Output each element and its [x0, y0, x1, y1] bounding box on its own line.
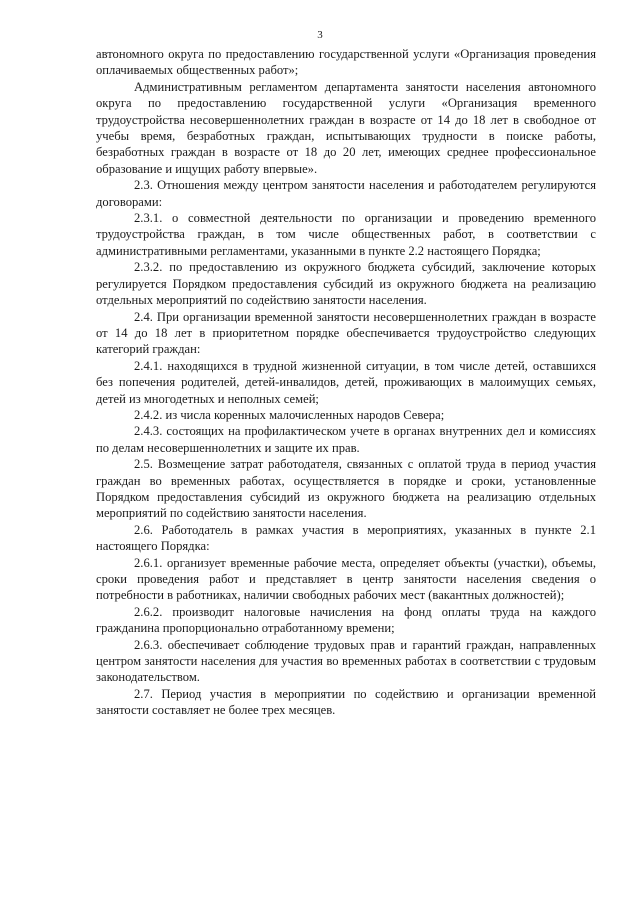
paragraph-continuation: автономного округа по предоставлению государственной услуги «Организация проведения оплачиваемых общественных работ»; — [96, 47, 596, 78]
paragraph-2-3-2: 2.3.2. по предоставлению из окружного бюджета субсидий, заключение которых регулируется Порядком предоставления субсидий из окружного бюджета на реализацию отдельных мероприятий по содействию занятости населения. — [96, 260, 596, 308]
paragraph-2-4: 2.4. При организации временной занятости несовершеннолетних граждан в возрасте от 14 до 18 лет в приоритетном порядке обеспечивается трудоустройство следующих категорий граждан: — [96, 309, 596, 357]
paragraph-2-7: 2.7. Период участия в мероприятии по содействию и организации временной занятости составляет не более трех месяцев. — [96, 686, 596, 718]
paragraph-2-4-3: 2.4.3. состоящих на профилактическом учете в органах внутренних дел и комиссиях по делам несовершеннолетних и защите их прав. — [96, 424, 596, 455]
paragraph-2-4-1: 2.4.1. находящихся в трудной жизненной ситуации, в том числе детей, оставшихся без попечения родителей, детей-инвалидов, детей, проживающих в малоимущих семьях, детей из многодетных и неполных семей; — [96, 358, 596, 406]
paragraph-2-4-2: 2.4.2. из числа коренных малочисленных народов Севера; — [134, 407, 445, 422]
paragraph-2-6-1: 2.6.1. организует временные рабочие места, определяет объекты (участки), объемы, сроки проведения работ и представляет в центр занятости населения сведения о потребности в работниках, наличии свободных рабочих мест (вакантных должностей); — [96, 555, 596, 603]
paragraph-2-3-1: 2.3.1. о совместной деятельности по организации и проведению временного трудоустройства граждан, в том числе общественных работ, в соответствии с административными регламентами, указанными в пункте 2.2 настоящего Порядка; — [96, 211, 596, 258]
page-number: 3 — [317, 29, 323, 41]
paragraph-2-3: 2.3. Отношения между центром занятости населения и работодателем регулируются договорами: — [96, 178, 596, 209]
paragraph-2-6-3: 2.6.3. обеспечивает соблюдение трудовых прав и гарантий граждан, направленных центром занятости населения для участия во временных работах в соответствии с трудовым законодательством. — [96, 637, 596, 685]
paragraph-2-6: 2.6. Работодатель в рамках участия в мероприятиях, указанных в пункте 2.1 настоящего Порядка: — [96, 522, 596, 554]
paragraph-regulation: Административным регламентом департамента занятости населения автономного округа по предоставлению государственной услуги «Организация временного трудоустройства несовершеннолетних граждан в возрасте от 14 до 18 лет в свободное от учебы время, безработных граждан, испытывающих трудности в поиске работы, безработных граждан в возрасте от 18 до 20 лет, имеющих среднее профессиональное образование и ищущих работу впервые». — [96, 79, 596, 176]
paragraph-2-6-2: 2.6.2. производит налоговые начисления на фонд оплаты труда на каждого гражданина пропорционально отработанному времени; — [96, 604, 596, 636]
paragraph-2-5: 2.5. Возмещение затрат работодателя, связанных с оплатой труда в период участия граждан во временных работах, осуществляется в порядке и сроки, установленные Порядком предоставления субсидий из окружного бюджета на реализацию отдельных мероприятий по содействию занятости населения. — [96, 457, 596, 521]
document-body — [96, 46, 596, 719]
